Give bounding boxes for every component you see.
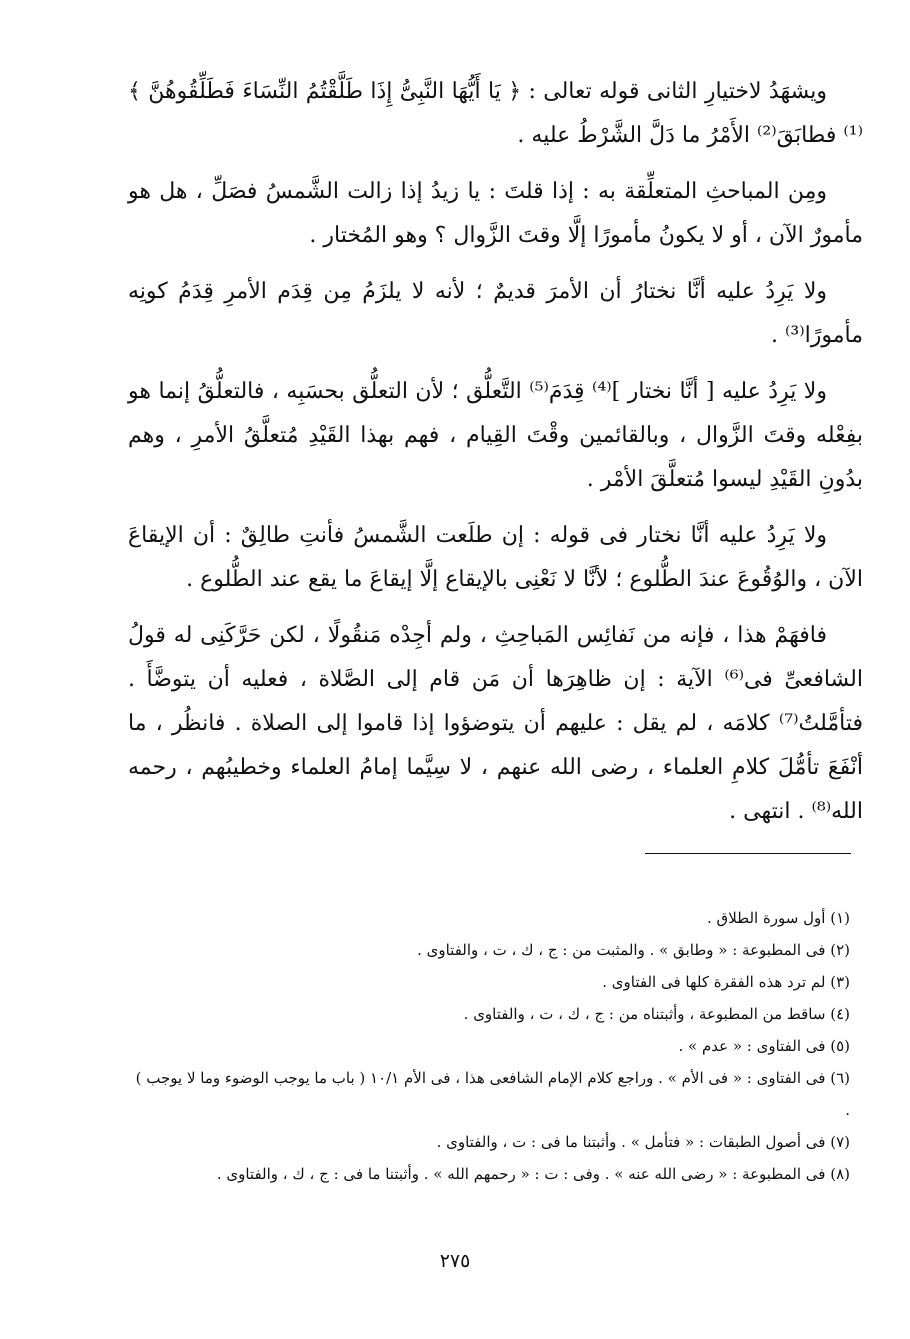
footnote: (٥) فى الفتاوى : « عدم » . xyxy=(678,1037,850,1055)
footnote-separator xyxy=(645,853,851,854)
paragraph: فافهَمْ هذا ، فإنه من نَفائِس المَباحِثِ ، ولم أجِدْه مَنقُولًا ، لكن حَرَّكَنِى له قولُ الشافعىِّ فى⁽⁶⁾ الآية : إن ظاهِرَها أن مَن قام إلى الصَّلاة ، فعليه أن يتوضَّأَ . فتأمَّلتُ⁽⁷⁾ كلامَه ، لم يقل : عليهم أن يتوضؤوا إذا قاموا إلى الصلاة . فانظُر ، ما أنْفَعَ تأمُّلَ كلامِ العلماء ، رضى الله عنهم ، لا سِيَّما إمامُ العلماء وخطيبُهم ، رحمه الله⁽⁸⁾ . انتهى . xyxy=(128,623,863,824)
paragraph: ولا يَرِدُ عليه أنَّا نختارُ أن الأمرَ قديمٌ ؛ لأنه لا يلزَمُ مِن قِدَم الأمرِ قِدَمُ كونِه مأمورًا⁽³⁾ . xyxy=(128,279,863,348)
footnotes xyxy=(128,902,850,1190)
footnote: (٧) فى أصول الطبقات : « فتأمل » . وأثبتنا ما فى : ت ، والفتاوى . xyxy=(436,1133,850,1151)
footnote: (٢) فى المطبوعة : « وطابق » . والمثبت من : ج ، ك ، ت ، والفتاوى . xyxy=(417,941,850,959)
paragraph: ومِن المباحثِ المتعلِّقة به : إذا قلتَ : يا زيدُ إذا زالت الشَّمسُ فصَلِّ ، هل هو مأمورٌ الآن ، أو لا يكونُ مأمورًا إلَّا وقتَ الزَّوال ؟ وهو المُختار . xyxy=(128,179,863,248)
paragraph: ولا يَرِدُ عليه أنَّا نختار فى قوله : إن طلَعت الشَّمسُ فأنتِ طالِقٌ : أن الإيقاعَ الآن ، والوُقُوعَ عندَ الطُّلوع ؛ لأنَّا لا نَعْنِى بالإيقاع إلَّا إيقاعَ ما يقع عند الطُّلوع . xyxy=(128,523,863,592)
paragraph: ويشهَدُ لاختيارِ الثانى قوله تعالى : ﴿ يَا أَيُّهَا النَّبِىُّ إِذَا طَلَّقْتُمُ النِّسَاءَ فَطَلِّقُوهُنَّ ﴾⁽¹⁾ فطابَقَ⁽²⁾ الأَمْرُ ما دَلَّ الشَّرْطُ عليه . xyxy=(128,79,863,148)
footnote: (١) أول سورة الطلاق . xyxy=(707,909,850,927)
footnote: (٣) لم ترد هذه الفقرة كلها فى الفتاوى . xyxy=(602,973,850,991)
footnote: (٤) ساقط من المطبوعة ، وأثبتناه من : ج ، ك ، ت ، والفتاوى . xyxy=(463,1005,850,1023)
main-text xyxy=(128,70,863,846)
footnote: (٨) فى المطبوعة : « رضى الله عنه » . وفى : ت : « رحمهم الله » . وأثبتنا ما فى : ج ، ك ، والفتاوى . xyxy=(216,1165,850,1183)
footnote: (٦) فى الفتاوى : « فى الأم » . وراجع كلام الإمام الشافعى هذا ، فى الأم ١٠/١ ( باب ما يوجب الوضوء وما لا يوجب ) . xyxy=(135,1069,850,1119)
paragraph: ولا يَرِدُ عليه [ أنَّا نختار ]⁽⁴⁾ قِدَمَ⁽⁵⁾ التَّعلُّق ؛ لأن التعلُّق بحسَبِه ، فالتعلُّقُ إنما هو بفِعْله وقتَ الزَّوال ، وبالقائمين وقْتَ القِيام ، فهم بهذا القَيْدِ مُتعلَّقُ الأمرِ ، وهم بدُونِ القَيْدِ ليسوا مُتعلَّقَ الأمْر . xyxy=(128,379,863,492)
page-number: ٢٧٥ xyxy=(439,1250,471,1272)
